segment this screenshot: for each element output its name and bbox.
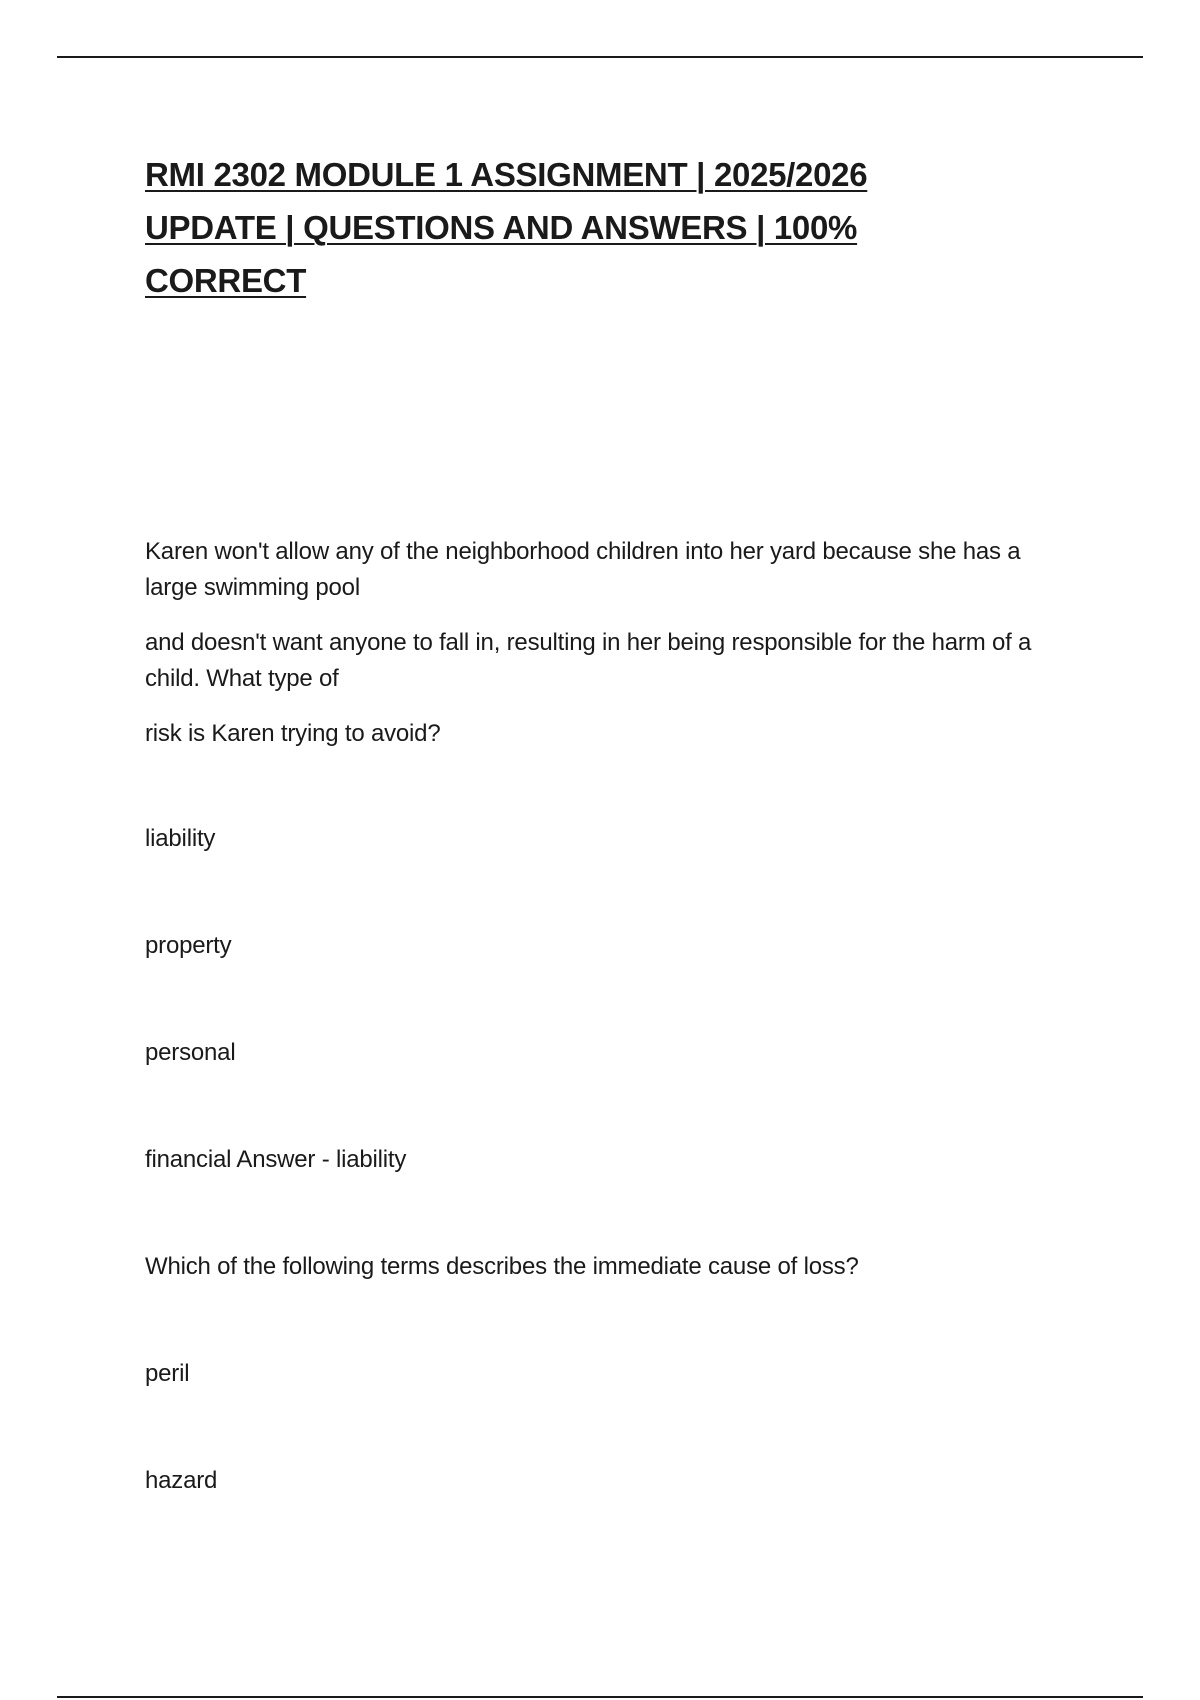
document-title: RMI 2302 MODULE 1 ASSIGNMENT | 2025/2026 UPDATE | QUESTIONS AND ANSWERS | 100% CORRECT: [145, 156, 868, 299]
question-1-line-2: and doesn't want anyone to fall in, resulting in her being responsible for the harm of a child. What type of: [145, 629, 1032, 692]
question-1-option-with-answer: financial Answer - liability: [145, 1146, 407, 1173]
question-2-option: peril: [145, 1360, 190, 1387]
question-1-line-3: risk is Karen trying to avoid?: [145, 720, 441, 747]
question-1-option: liability: [145, 825, 216, 852]
question-2-text: Which of the following terms describes the immediate cause of loss?: [145, 1253, 859, 1280]
question-1-line-1: Karen won't allow any of the neighborhood children into her yard because she has a large swimming pool: [145, 538, 1021, 601]
header-rule: [57, 56, 1143, 58]
footer-rule: [57, 1696, 1143, 1698]
question-2-option: hazard: [145, 1467, 218, 1494]
question-1-option: property: [145, 932, 232, 959]
question-1-option: personal: [145, 1039, 236, 1066]
